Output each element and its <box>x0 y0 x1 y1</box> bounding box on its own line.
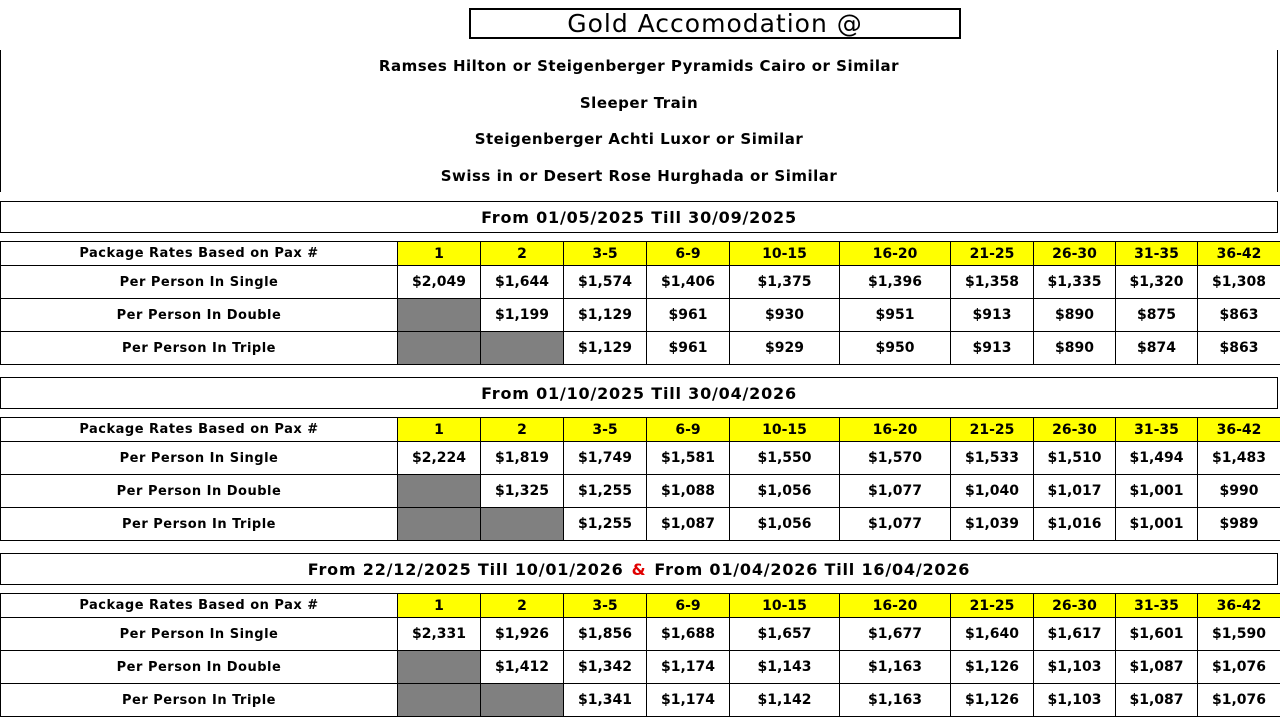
price-cell: $961 <box>647 299 730 332</box>
price-cell: $1,320 <box>1116 266 1198 299</box>
price-cell: $1,056 <box>730 475 840 508</box>
pax-column-header: 1 <box>398 594 481 618</box>
price-cell: $1,199 <box>481 299 564 332</box>
price-cell: $1,308 <box>1198 266 1280 299</box>
price-cell: $1,142 <box>730 684 840 717</box>
price-cell: $1,255 <box>564 475 647 508</box>
price-cell: $1,087 <box>647 508 730 541</box>
header-label: Package Rates Based on Pax # <box>1 242 398 266</box>
price-cell: $1,143 <box>730 651 840 684</box>
price-cell: $990 <box>1198 475 1280 508</box>
header-row <box>1 594 1280 618</box>
pax-column-header: 2 <box>481 242 564 266</box>
hotel-train: Sleeper Train <box>579 94 699 112</box>
row-label: Per Person In Triple <box>1 508 398 541</box>
unavailable-cell <box>481 684 564 717</box>
price-cell: $1,601 <box>1116 618 1198 651</box>
price-cell: $913 <box>951 332 1034 365</box>
unavailable-cell <box>398 508 481 541</box>
row-label: Per Person In Double <box>1 475 398 508</box>
price-cell: $1,581 <box>647 442 730 475</box>
price-cell: $1,039 <box>951 508 1034 541</box>
header-label: Package Rates Based on Pax # <box>1 594 398 618</box>
pax-column-header: 36-42 <box>1198 418 1280 442</box>
page-title: Gold Accomodation @ <box>469 8 961 39</box>
pax-column-header: 16-20 <box>840 418 951 442</box>
price-cell: $929 <box>730 332 840 365</box>
row-label: Per Person In Double <box>1 299 398 332</box>
season-3-period <box>0 553 1278 585</box>
rate-row <box>1 442 1280 475</box>
price-cell: $1,255 <box>564 508 647 541</box>
price-cell: $1,341 <box>564 684 647 717</box>
hotel-hurghada: Swiss in or Desert Rose Hurghada or Similar <box>440 167 838 185</box>
price-cell: $1,126 <box>951 651 1034 684</box>
price-cell: $1,129 <box>564 299 647 332</box>
price-cell: $1,088 <box>647 475 730 508</box>
price-cell: $1,077 <box>840 475 951 508</box>
pax-column-header: 36-42 <box>1198 594 1280 618</box>
pax-column-header: 21-25 <box>951 418 1034 442</box>
price-cell: $875 <box>1116 299 1198 332</box>
pax-column-header: 3-5 <box>564 418 647 442</box>
price-cell: $1,412 <box>481 651 564 684</box>
pax-column-header: 3-5 <box>564 242 647 266</box>
rate-row <box>1 651 1280 684</box>
season-2-period: From 01/10/2025 Till 30/04/2026 <box>0 377 1278 409</box>
price-cell: $2,331 <box>398 618 481 651</box>
price-cell: $1,574 <box>564 266 647 299</box>
price-cell: $1,017 <box>1034 475 1116 508</box>
pax-column-header: 3-5 <box>564 594 647 618</box>
price-cell: $1,550 <box>730 442 840 475</box>
price-cell: $1,001 <box>1116 475 1198 508</box>
price-cell: $1,174 <box>647 651 730 684</box>
season-1-period: From 01/05/2025 Till 30/09/2025 <box>0 201 1278 233</box>
row-label: Per Person In Single <box>1 618 398 651</box>
pax-column-header: 16-20 <box>840 594 951 618</box>
pax-column-header: 10-15 <box>730 594 840 618</box>
pax-column-header: 6-9 <box>647 242 730 266</box>
price-cell: $874 <box>1116 332 1198 365</box>
price-cell: $951 <box>840 299 951 332</box>
rate-row <box>1 475 1280 508</box>
price-cell: $1,174 <box>647 684 730 717</box>
price-cell: $1,056 <box>730 508 840 541</box>
price-cell: $1,163 <box>840 684 951 717</box>
price-cell: $863 <box>1198 299 1280 332</box>
price-cell: $1,590 <box>1198 618 1280 651</box>
price-cell: $1,406 <box>647 266 730 299</box>
season-2-rates-table <box>0 417 1280 541</box>
price-cell: $1,396 <box>840 266 951 299</box>
pax-column-header: 16-20 <box>840 242 951 266</box>
season-3-period-part1: From 22/12/2025 Till 10/01/2026 <box>307 559 624 579</box>
unavailable-cell <box>398 299 481 332</box>
price-cell: $2,049 <box>398 266 481 299</box>
rate-row <box>1 332 1280 365</box>
price-cell: $1,076 <box>1198 684 1280 717</box>
price-cell: $930 <box>730 299 840 332</box>
price-cell: $863 <box>1198 332 1280 365</box>
price-cell: $1,016 <box>1034 508 1116 541</box>
price-cell: $1,657 <box>730 618 840 651</box>
price-cell: $1,163 <box>840 651 951 684</box>
unavailable-cell <box>398 651 481 684</box>
unavailable-cell <box>398 684 481 717</box>
price-cell: $1,325 <box>481 475 564 508</box>
price-cell: $1,358 <box>951 266 1034 299</box>
pax-column-header: 26-30 <box>1034 242 1116 266</box>
price-cell: $1,103 <box>1034 651 1116 684</box>
price-cell: $2,224 <box>398 442 481 475</box>
price-cell: $1,040 <box>951 475 1034 508</box>
price-cell: $1,129 <box>564 332 647 365</box>
rate-row <box>1 684 1280 717</box>
price-cell: $890 <box>1034 299 1116 332</box>
price-cell: $1,103 <box>1034 684 1116 717</box>
pax-column-header: 31-35 <box>1116 418 1198 442</box>
price-cell: $1,494 <box>1116 442 1198 475</box>
pax-column-header: 36-42 <box>1198 242 1280 266</box>
price-cell: $1,926 <box>481 618 564 651</box>
pax-column-header: 26-30 <box>1034 594 1116 618</box>
unavailable-cell <box>481 508 564 541</box>
hotel-luxor: Steigenberger Achti Luxor or Similar <box>474 130 804 148</box>
price-cell: $1,819 <box>481 442 564 475</box>
price-cell: $989 <box>1198 508 1280 541</box>
price-cell: $1,533 <box>951 442 1034 475</box>
row-label: Per Person In Single <box>1 266 398 299</box>
pax-column-header: 6-9 <box>647 418 730 442</box>
season-3-rates-table <box>0 593 1280 717</box>
price-cell: $1,126 <box>951 684 1034 717</box>
price-cell: $1,001 <box>1116 508 1198 541</box>
price-cell: $1,510 <box>1034 442 1116 475</box>
hotel-cairo: Ramses Hilton or Steigenberger Pyramids Cairo or Similar <box>378 57 900 75</box>
unavailable-cell <box>398 332 481 365</box>
price-cell: $913 <box>951 299 1034 332</box>
season-3-period-part2: From 01/04/2026 Till 16/04/2026 <box>654 559 971 579</box>
rate-row <box>1 618 1280 651</box>
rate-row <box>1 508 1280 541</box>
price-cell: $1,077 <box>840 508 951 541</box>
price-cell: $1,677 <box>840 618 951 651</box>
price-cell: $961 <box>647 332 730 365</box>
unavailable-cell <box>398 475 481 508</box>
price-cell: $1,375 <box>730 266 840 299</box>
price-cell: $1,483 <box>1198 442 1280 475</box>
pax-column-header: 31-35 <box>1116 242 1198 266</box>
pax-column-header: 26-30 <box>1034 418 1116 442</box>
pax-column-header: 2 <box>481 594 564 618</box>
price-cell: $950 <box>840 332 951 365</box>
season-3-period-ampersand: & <box>631 559 647 579</box>
pax-column-header: 10-15 <box>730 418 840 442</box>
price-cell: $1,342 <box>564 651 647 684</box>
price-cell: $1,570 <box>840 442 951 475</box>
header-row <box>1 242 1280 266</box>
pax-column-header: 2 <box>481 418 564 442</box>
unavailable-cell <box>481 332 564 365</box>
price-cell: $1,076 <box>1198 651 1280 684</box>
price-cell: $1,087 <box>1116 684 1198 717</box>
row-label: Per Person In Double <box>1 651 398 684</box>
pax-column-header: 1 <box>398 242 481 266</box>
price-cell: $890 <box>1034 332 1116 365</box>
price-cell: $1,335 <box>1034 266 1116 299</box>
price-cell: $1,644 <box>481 266 564 299</box>
price-cell: $1,087 <box>1116 651 1198 684</box>
hotel-list <box>0 50 1278 192</box>
header-label: Package Rates Based on Pax # <box>1 418 398 442</box>
pax-column-header: 21-25 <box>951 242 1034 266</box>
price-cell: $1,856 <box>564 618 647 651</box>
row-label: Per Person In Triple <box>1 684 398 717</box>
pax-column-header: 1 <box>398 418 481 442</box>
price-cell: $1,749 <box>564 442 647 475</box>
season-1-rates-table <box>0 241 1280 365</box>
header-row <box>1 418 1280 442</box>
pax-column-header: 31-35 <box>1116 594 1198 618</box>
rate-row <box>1 266 1280 299</box>
row-label: Per Person In Triple <box>1 332 398 365</box>
pax-column-header: 6-9 <box>647 594 730 618</box>
pax-column-header: 21-25 <box>951 594 1034 618</box>
price-cell: $1,640 <box>951 618 1034 651</box>
price-cell: $1,617 <box>1034 618 1116 651</box>
pax-column-header: 10-15 <box>730 242 840 266</box>
price-cell: $1,688 <box>647 618 730 651</box>
row-label: Per Person In Single <box>1 442 398 475</box>
rate-row <box>1 299 1280 332</box>
